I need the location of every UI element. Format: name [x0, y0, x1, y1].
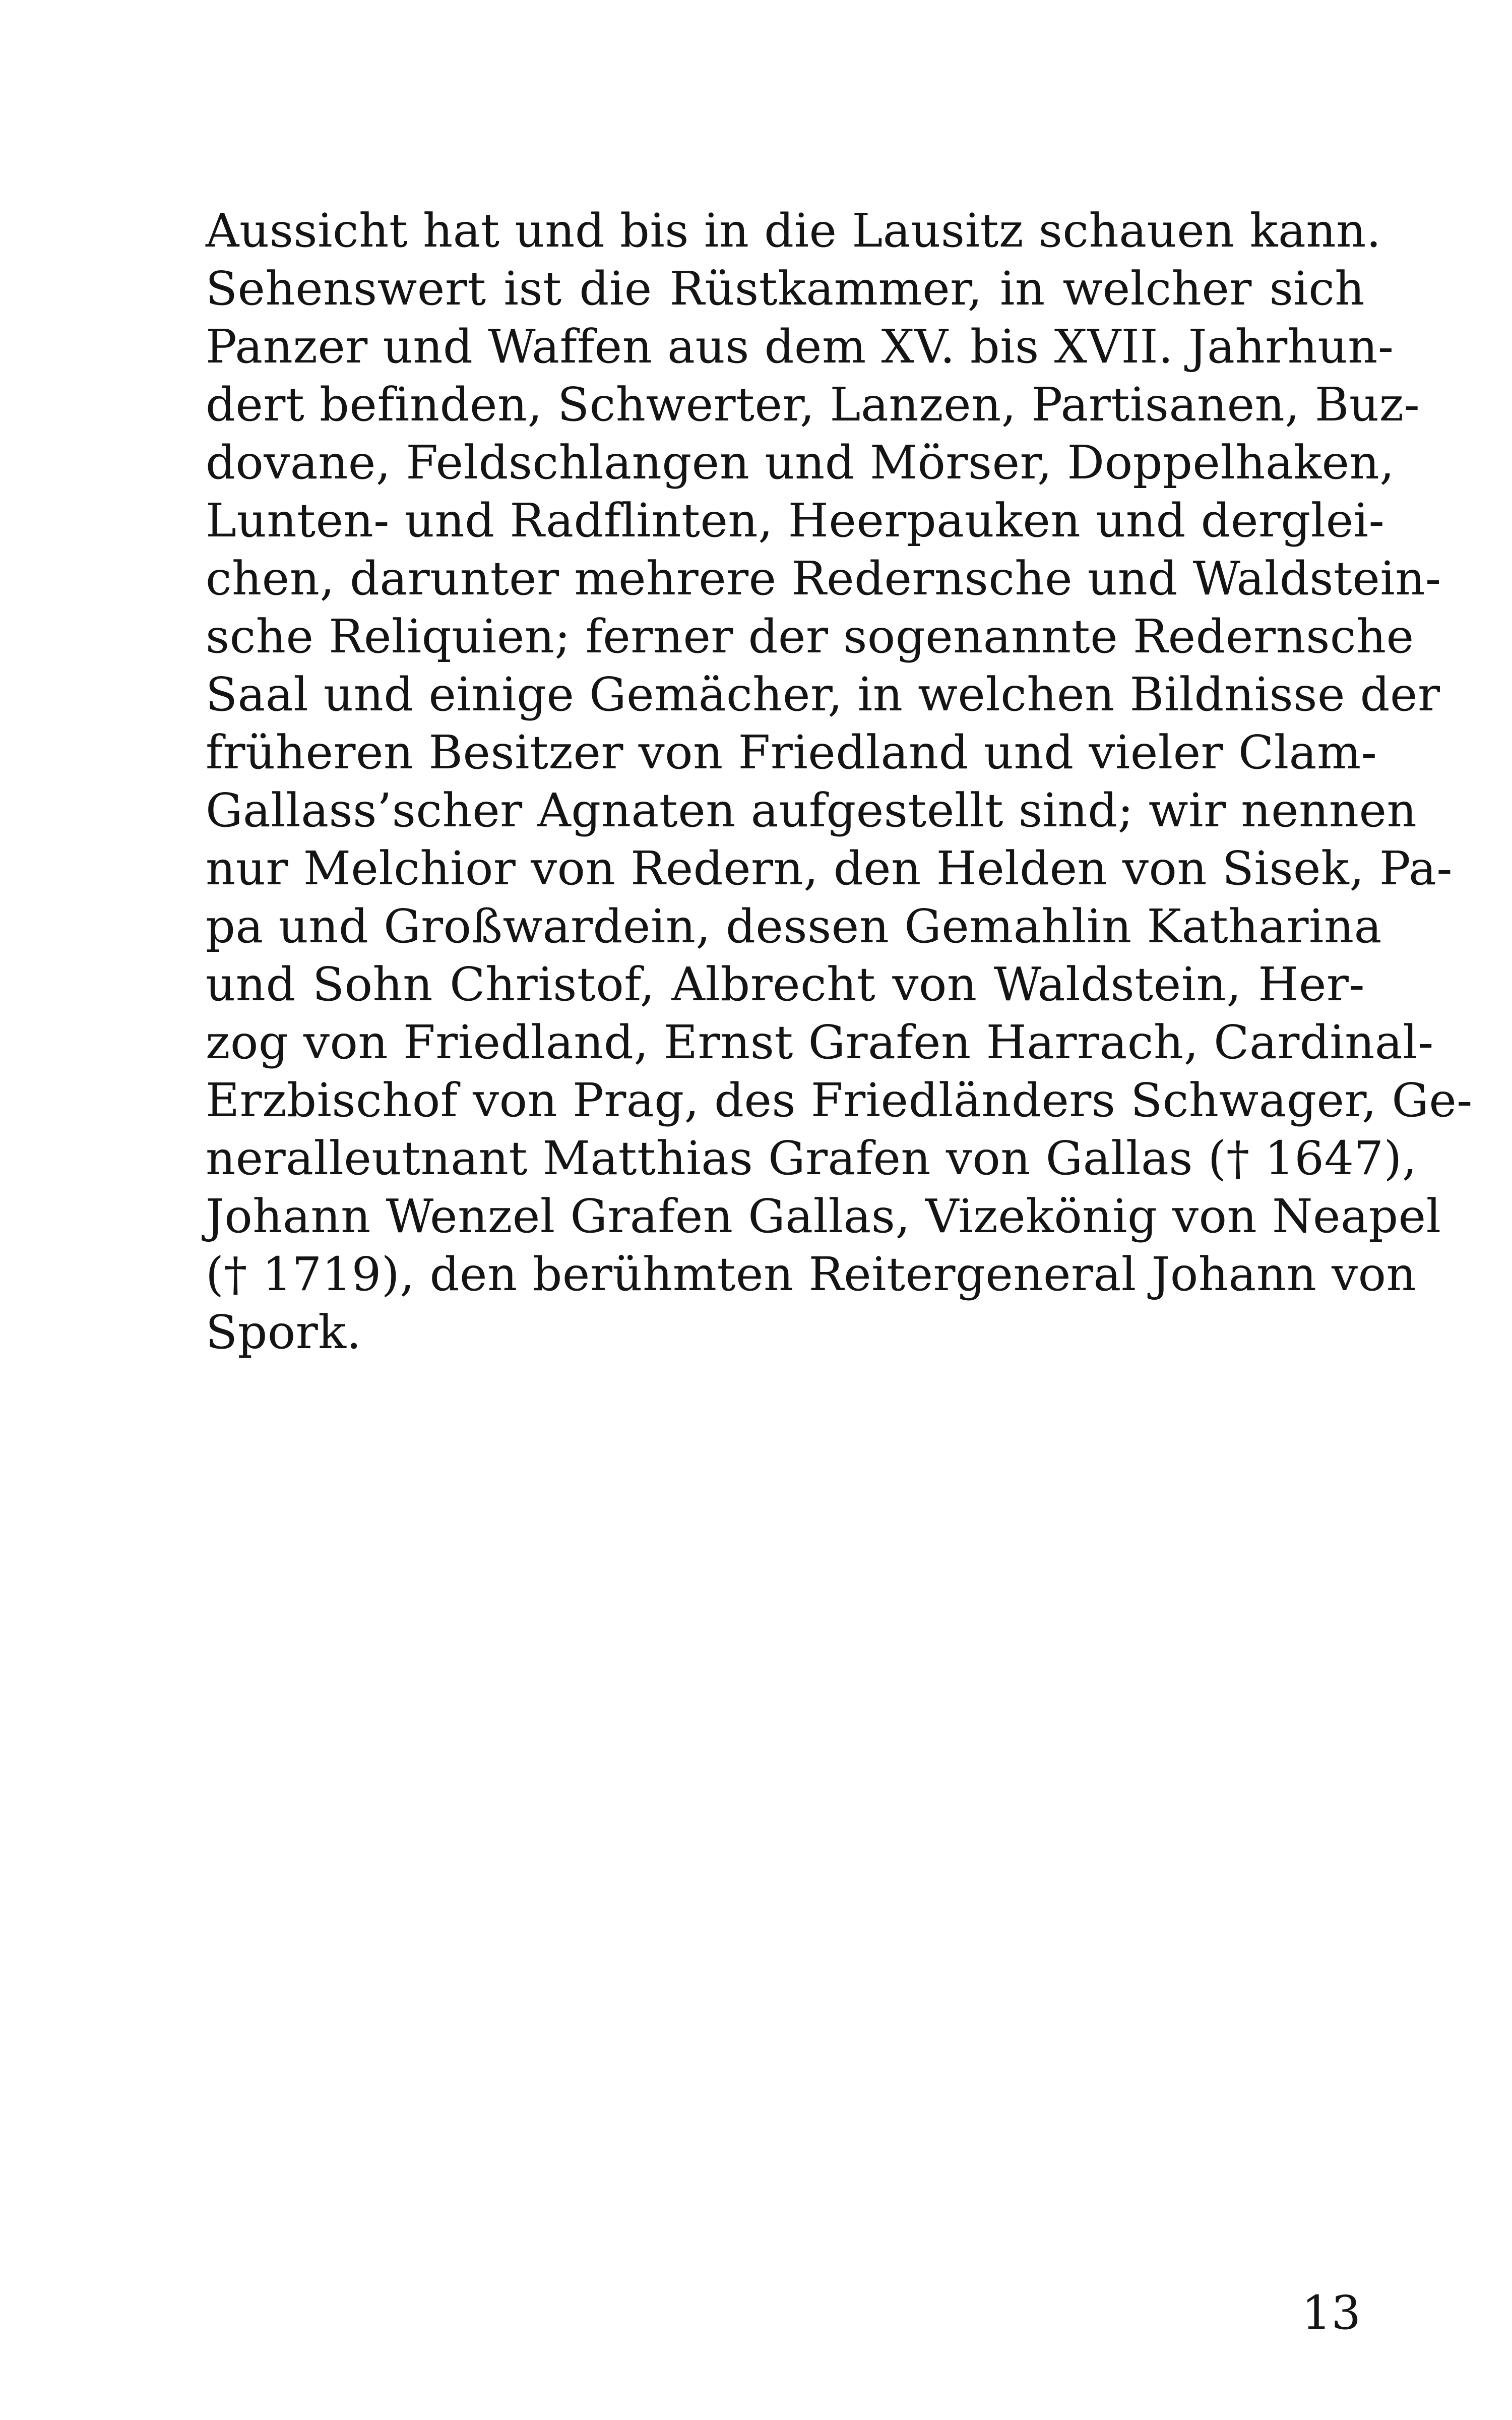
text-line: früheren Besitzer von Friedland und vieler Clam-: [206, 725, 1377, 779]
text-line: chen, darunter mehrere Redernsche und Waldstein-: [206, 552, 1441, 606]
text-line: nur Melchior von Redern, den Helden von Sisek, Pa-: [206, 841, 1453, 895]
text-line: Erzbischof von Prag, des Friedländers Schwager, Ge-: [206, 1073, 1473, 1127]
text-line: Johann Wenzel Grafen Gallas, Vizekönig von Neapel: [206, 1189, 1441, 1243]
text-line: zog von Friedland, Ernst Grafen Harrach, Cardinal-: [206, 1015, 1434, 1069]
text-line: Saal und einige Gemächer, in welchen Bildnisse der: [206, 668, 1440, 721]
text-line: Gallass’scher Agnaten aufgestellt sind; wir nennen: [206, 783, 1417, 837]
text-line: neralleutnant Matthias Grafen von Gallas († 1647),: [206, 1131, 1417, 1185]
body-text: [206, 202, 1473, 1361]
text-line: Spork.: [206, 1305, 362, 1359]
page-number: 13: [1301, 2286, 1361, 2340]
text-line: dert befinden, Schwerter, Lanzen, Partisanen, Buz-: [206, 378, 1420, 432]
text-line: pa und Großwardein, dessen Gemahlin Katharina: [206, 899, 1382, 953]
text-line: sche Reliquien; ferner der sogenannte Redernsche: [206, 610, 1414, 663]
text-line: Aussicht hat und bis in die Lausitz schauen kann.: [206, 204, 1381, 258]
text-line: Sehenswert ist die Rüstkammer, in welcher sich: [206, 262, 1365, 316]
text-line: Lunten- und Radflinten, Heerpauken und derglei-: [206, 494, 1385, 548]
text-line: und Sohn Christof, Albrecht von Waldstein, Her-: [206, 957, 1365, 1011]
text-line: († 1719), den berühmten Reitergeneral Johann von: [206, 1247, 1417, 1301]
text-line: dovane, Feldschlangen und Mörser, Doppelhaken,: [206, 436, 1395, 490]
text-line: Panzer und Waffen aus dem XV. bis XVII. Jahrhun-: [206, 320, 1394, 374]
